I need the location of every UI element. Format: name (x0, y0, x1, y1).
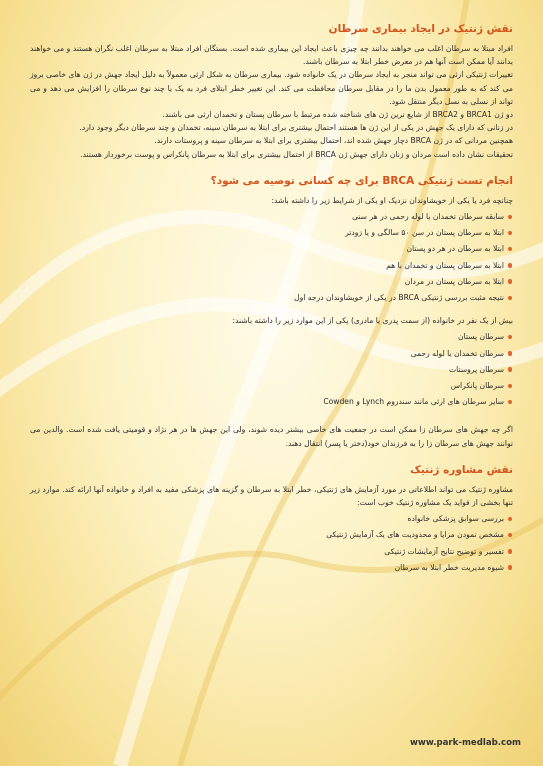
paragraph: تغییرات ژنتیکی ارثی می تواند منجر به ایجاد سرطان در یک خانواده شود. بیماری سرطان به شکل ارثی معمولاً به دلیل ایجاد جهش در ژن های خاصی بروز می کند که به طور معمول بدن ما را در مقابل سرطان محافظت می کند. این تغییر خطر ابتلای فرد به یک یا چند نوع سرطان را افزایش می دهد و می تواند از نسلی به نسل دیگر منتقل شود. (30, 70, 513, 106)
paragraph: مشاوره ژنتیک می تواند اطلاعاتی در مورد آزمایش های ژنتیکی، خطر ابتلا به سرطان و گزینه های پزشکی مفید به افراد و خانواده آنها ارائه کند. موارد زیر تنها بخشی از فواید یک مشاوره ژنتیک خوب است: (30, 484, 513, 508)
list-item: سابقه سرطان تخمدان یا لوله رحمی در هر سنی (30, 209, 513, 225)
list-item: ابتلا به سرطان پستان در سن ۵۰ سالگی و یا زودتر (30, 225, 513, 241)
paragraph: تحقیقات نشان داده است مردان و زنان دارای جهش ژن BRCA از احتمال بیشتری برای ابتلا به سرطان پانکراس و پوست برخوردار هستند. (80, 149, 513, 159)
list-item: نتیجه مثبت بررسی ژنتیکی BRCA در یکی از خویشاوندان درجه اول (30, 290, 513, 306)
list-item: سرطان تخمدان یا لوله رحمی (30, 346, 513, 362)
list-item: سرطان پروستات (30, 362, 513, 378)
paragraph: اگر چه جهش های سرطان زا ممکن است در جمعیت های خاصی بیشتر دیده شوند، ولی این جهش ها در هر نژاد و قومیتی یافت شده است. والدین می توانند جهش های سرطان زا را به فرزندان خود(دختر یا پسر) انتقال دهند. (30, 425, 513, 448)
list-item: شیوه مدیریت خطر ابتلا به سرطان (30, 560, 513, 576)
paragraph: افراد مبتلا به سرطان اغلب می خواهند بدانند چه چیزی باعث ایجاد این بیماری شده است. بستگان افراد مبتلا به سرطان اغلب نگران هستند و می خواهند بدانند آیا ممکن است آنها هم در معرض خطر ابتلا به سرطان باشند. (30, 44, 513, 67)
paragraph: چنانچه فرد یا یکی از خویشاوندان نزدیک او یکی از شرایط زیر را داشته باشد: (271, 195, 513, 205)
bullet-list-counseling-benefits (30, 511, 513, 576)
bullet-list-family-history (30, 329, 513, 410)
list-item: مشخص نمودن مزایا و محدودیت های یک آزمایش ژنتیکی (30, 527, 513, 543)
list-item: ابتلا به سرطان پستان در مردان (30, 274, 513, 290)
list-item: سرطان پستان (30, 329, 513, 345)
list-item: تفسیر و توضیح نتایج آزمایشات ژنتیکی (30, 544, 513, 560)
paragraph: بیش از یک نفر در خانواده (از سمت پدری یا مادری) یکی از این موارد زیر را داشته باشند: (232, 316, 513, 326)
paragraph: همچنین مردانی که در ژن BRCA دچار جهش شده اند، احتمال بیشتری برای ابتلا به سرطان سینه و پروستات دارند. (154, 136, 513, 146)
list-item: بررسی سوابق پزشکی خانواده (30, 511, 513, 527)
list-item: ابتلا به سرطان در هر دو پستان (30, 241, 513, 257)
paragraph: دو ژن BRCA1 و BRCA2 از شایع ترین ژن های شناخته شده مرتبط با سرطان پستان و تخمدان ارثی می باشند. (162, 110, 513, 120)
document-body (30, 22, 513, 576)
list-item: سایر سرطان های ارثی مانند سندروم Lynch و Cowden (30, 394, 513, 410)
section-title-genetics-role: نقش ژنتیک در ایجاد بیماری سرطان (328, 23, 513, 35)
website-url[interactable]: www.park-medlab.com (409, 738, 521, 748)
bullet-list-personal-history (30, 209, 513, 306)
list-item: ابتلا به سرطان پستان و تخمدان با هم (30, 258, 513, 274)
section-title-genetic-counseling: نقش مشاوره ژنتیک (410, 463, 513, 476)
list-item: سرطان پانکراس (30, 378, 513, 394)
section-title-brca-test: انجام تست ژنتیکی BRCA برای چه کسانی توصیه می شود؟ (210, 174, 513, 187)
paragraph: در زنانی که دارای یک جهش در یکی از این ژن ها هستند احتمال بیشتری برای ابتلا به سرطان سینه، تخمدان و چند سرطان دیگر وجود دارد. (79, 123, 513, 133)
